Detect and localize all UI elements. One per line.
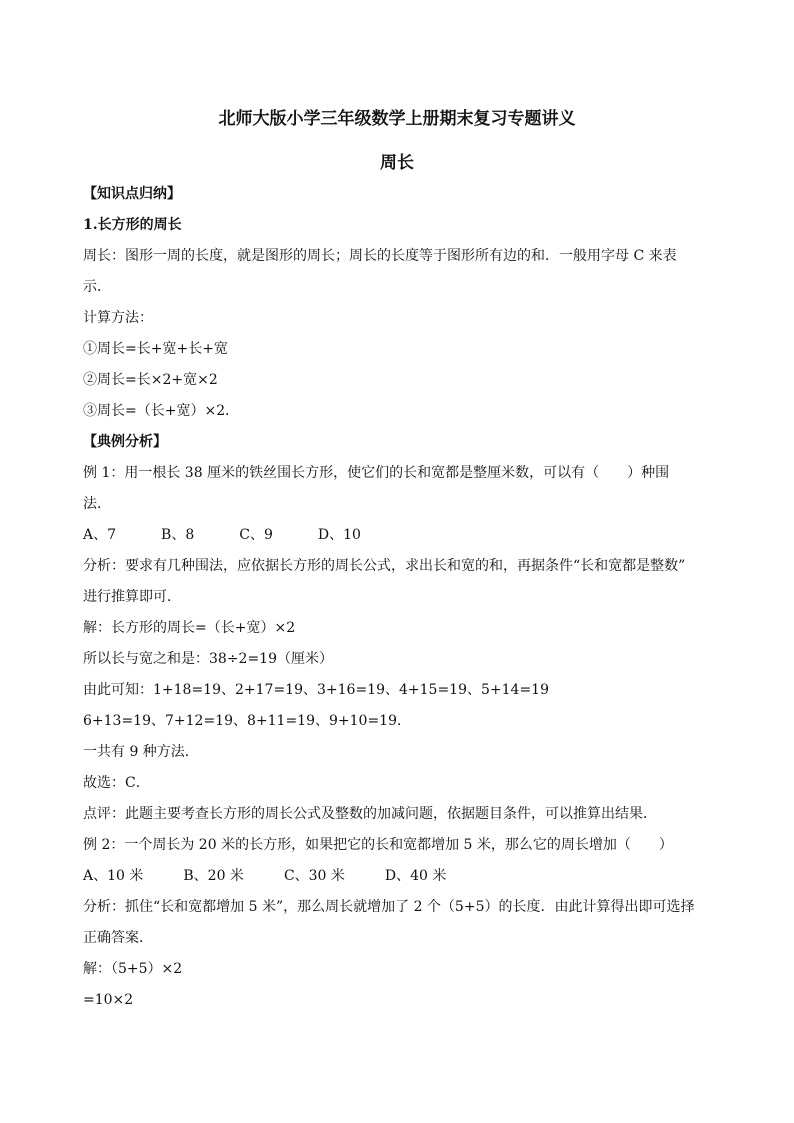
text-line: =10×2	[83, 992, 134, 1008]
answer-options	[83, 525, 713, 545]
section-heading: 【知识点归纳】	[83, 186, 181, 202]
answer-option: A、7	[83, 527, 117, 543]
text-line: 6+13=19、7+12=19、8+11=19、9+10=19．	[83, 713, 411, 729]
text-line: 法．	[83, 496, 111, 512]
section-heading: 【典例分析】	[83, 434, 167, 450]
answer-options	[83, 866, 713, 886]
answer-option: D、40 米	[384, 868, 447, 884]
text-line: 示．	[83, 279, 111, 295]
text-line: 计算方法：	[83, 310, 153, 326]
answer-option: C、30 米	[283, 868, 345, 884]
text-line: 由此可知：1+18=19、2+17=19、3+16=19、4+15=19、5+14=19	[83, 682, 549, 698]
text-line: 进行推算即可．	[83, 589, 181, 605]
section-heading: 1.长方形的周长	[83, 217, 182, 233]
doc-body	[83, 184, 713, 1021]
text-line: ③周长=（长+宽）×2．	[83, 403, 240, 419]
text-line: ②周长=长×2+宽×2	[83, 372, 218, 388]
text-line: 正确答案．	[83, 930, 153, 946]
text-line: 例 2：一个周长为 20 米的长方形，如果把它的长和宽都增加 5 米，那么它的周长增加（ ）	[83, 837, 673, 853]
answer-option: D、10	[317, 527, 361, 543]
answer-option: C、9	[239, 527, 273, 543]
text-line: 周长：图形一周的长度，就是图形的周长；周长的长度等于图形所有边的和．一般用字母 C 来表	[83, 248, 677, 264]
text-line: 点评：此题主要考查长方形的周长公式及整数的加减问题，依据题目条件，可以推算出结果．	[83, 806, 657, 822]
text-line: 所以长与宽之和是：38÷2=19（厘米）	[83, 651, 333, 667]
text-line: 解：长方形的周长=（长+宽）×2	[83, 620, 296, 636]
text-line: 一共有 9 种方法．	[83, 744, 199, 760]
text-line: 分析：要求有几种围法，应依据长方形的周长公式，求出长和宽的和，再据条件“长和宽都是整数”	[83, 558, 686, 574]
text-line: 分析：抓住“长和宽都增加 5 米”，那么周长就增加了 2 个（5+5）的长度．由此计算得出即可选择	[83, 899, 695, 915]
answer-option: B、8	[161, 527, 195, 543]
text-line: 例 1：用一根长 38 厘米的铁丝围长方形，使它们的长和宽都是整厘米数，可以有（ ）种围	[83, 465, 670, 481]
answer-option: B、20 米	[183, 868, 244, 884]
doc-title: 北师大版小学三年级数学上册期末复习专题讲义	[218, 109, 576, 129]
answer-option: A、10 米	[83, 868, 144, 884]
text-line: ①周长=长+宽+长+宽	[83, 341, 228, 357]
text-line: 故选：C．	[83, 775, 150, 791]
doc-subtitle: 周长	[380, 153, 414, 173]
text-line: 解：（5+5）×2	[83, 961, 183, 977]
